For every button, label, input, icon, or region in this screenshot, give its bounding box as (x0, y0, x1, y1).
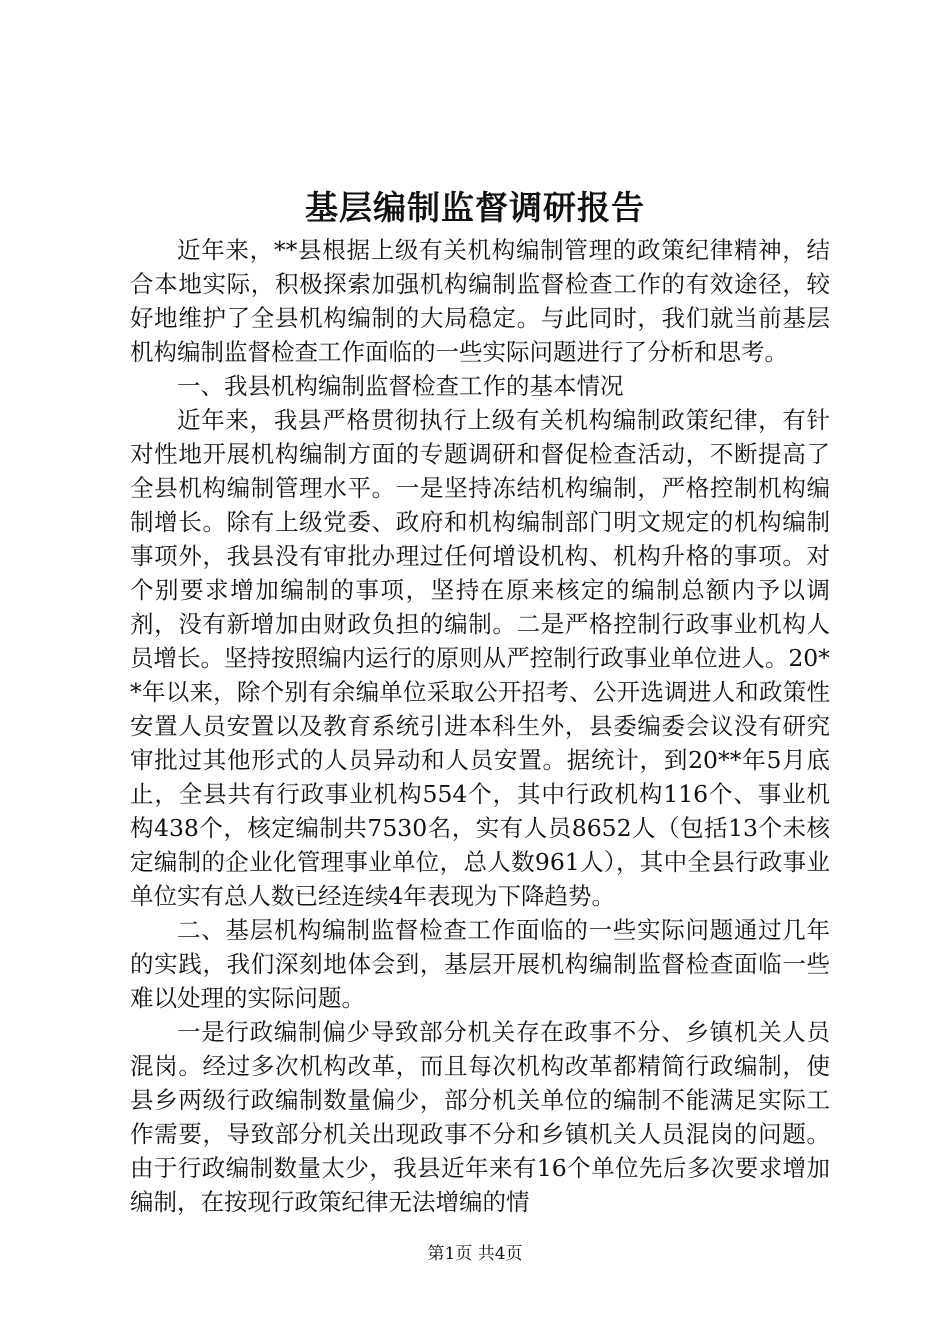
section-1-paragraph: 近年来，我县严格贯彻执行上级有关机构编制政策纪律，有针对性地开展机构编制方面的专题调研和督促检查活动，不断提高了全县机构编制管理水平。一是坚持冻结机构编制，严格控制机构编制增长。除有上级党委、政府和机构编制部门明文规定的机构编制事项外，我县没有审批办理过任何增设机构、机构升格的事项。对个别要求增加编制的事项，坚持在原来核定的编制总额内予以调剂，没有新增加由财政负担的编制。二是严格控制行政事业机构人员增长。坚持按照编内运行的原则从严控制行政事业单位进人。20**年以来，除个别有余编单位采取公开招考、公开选调进人和政策性安置人员安置以及教育系统引进本科生外，县委编委会议没有研究审批过其他形式的人员异动和人员安置。据统计，到20**年5月底止，全县共有行政事业机构554个，其中行政机构116个、事业机构438个，核定编制共7530名，实有人员8652人（包括13个未核定编制的企业化管理事业单位，总人数961人），其中全县行政事业单位实有总人数已经连续4年表现为下降趋势。 (130, 406, 830, 910)
problem-1-paragraph: 一是行政编制偏少导致部分机关存在政事不分、乡镇机关人员混岗。经过多次机构改革，而且每次机构改革都精简行政编制，使县乡两级行政编制数量偏少，部分机关单位的编制不能满足实际工作需要，导致部分机关出现政事不分和乡镇机关人员混岗的问题。由于行政编制数量太少，我县近年来有16个单位先后多次要求增加编制，在按现行政策纪律无法增编的情 (130, 1018, 830, 1216)
document-body (130, 233, 830, 1219)
intro-paragraph: 近年来，**县根据上级有关机构编制管理的政策纪律精神，结合本地实际，积极探索加强机构编制监督检查工作的有效途径，较好地维护了全县机构编制的大局稳定。与此同时，我们就当前基层机构编制监督检查工作面临的一些实际问题进行了分析和思考。 (130, 236, 830, 366)
section-heading-1: 一、我县机构编制监督检查工作的基本情况 (177, 372, 624, 400)
document-title: 基层编制监督调研报告 (305, 188, 645, 227)
section-2-paragraph: 二、基层机构编制监督检查工作面临的一些实际问题通过几年的实践，我们深刻地体会到，基层开展机构编制监督检查面临一些难以处理的实际问题。 (130, 916, 830, 1012)
page-footer: 第1页 共4页 (427, 1244, 523, 1264)
